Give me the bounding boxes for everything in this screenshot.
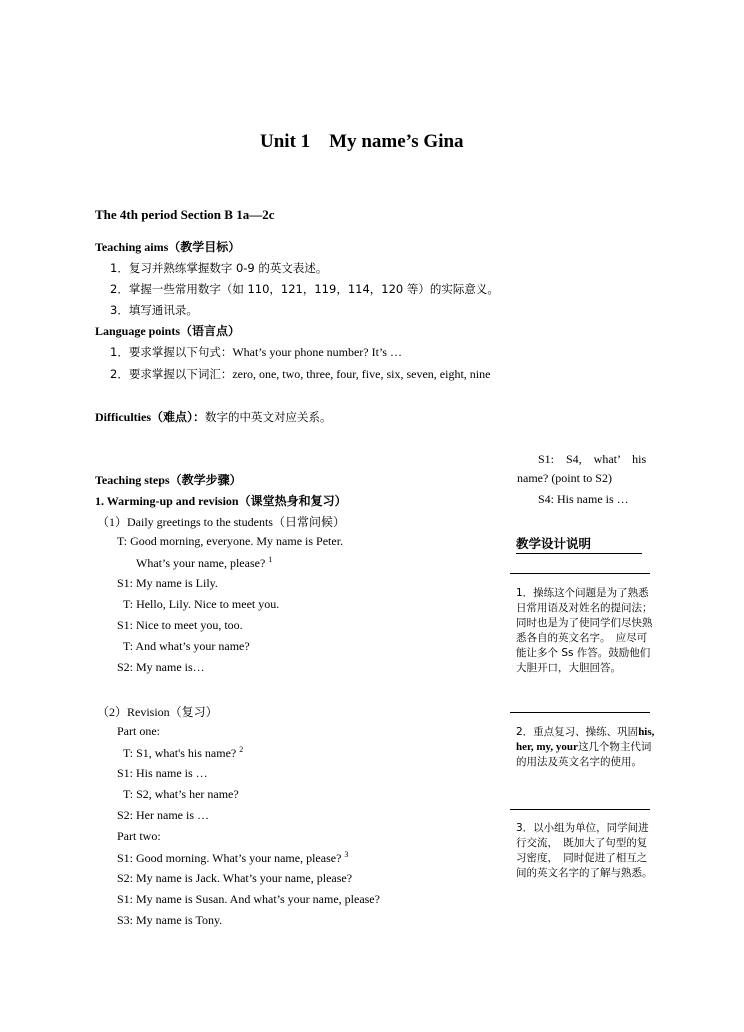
note-divider xyxy=(510,573,650,574)
note-divider xyxy=(510,809,650,810)
dialogue-line: S1: Good morning. What’s your name, please? $^3$ xyxy=(117,850,349,865)
page-title: Unit 1 My name’s Gina xyxy=(260,131,464,152)
note-divider xyxy=(510,712,650,713)
dialogue-line: S3: My name is Tony. xyxy=(117,913,223,927)
design-note: 3．以小组为单位，同学间进行交流， 既加大了句型的复习密度， 同时促进了相互之间的英文名字的了解与熟悉。 xyxy=(516,822,653,879)
footnote-marker: 1 xyxy=(268,555,273,564)
subsection-heading: （2）Revision（复习） xyxy=(97,705,218,719)
teaching-aim-item: 3．填写通讯录。 xyxy=(110,303,198,317)
difficulties-line: Difficulties（难点）：数字的中英文对应关系。 xyxy=(95,410,332,424)
footnote-marker: 2 xyxy=(239,745,244,754)
dialogue-line: T: Hello, Lily. Nice to meet you. xyxy=(123,597,280,611)
language-point-item: 2．要求掌握以下词汇：zero, one, two, three, four, five, six, seven, eight, nine xyxy=(110,367,491,381)
teaching-aims-heading: Teaching aims（教学目标） xyxy=(95,240,241,254)
part-label: Part one: xyxy=(117,724,160,738)
dialogue-line: T: S1, what's his name? $^2$ xyxy=(123,745,244,760)
dialogue-line: S1: Nice to meet you, too. xyxy=(117,618,243,632)
part-label: Part two: xyxy=(117,829,161,843)
side-dialogue-line: S4: His name is … xyxy=(538,492,629,506)
dialogue-line: T: S2, what’s her name? xyxy=(123,787,239,801)
dialogue-line: What’s your name, please? $^1$ xyxy=(136,555,273,570)
dialogue-line: S1: His name is … xyxy=(117,766,208,780)
teaching-steps-heading: Teaching steps（教学步骤） xyxy=(95,473,242,487)
side-dialogue-line: S1: S4, what’ his xyxy=(538,452,647,466)
period-heading: The 4th period Section B 1a—2c xyxy=(95,207,275,222)
dialogue-line: S1: My name is Lily. xyxy=(117,576,218,590)
language-point-item: 1．要求掌握以下句式：What’s your phone number? It’s … xyxy=(110,345,402,359)
language-points-heading: Language points（语言点） xyxy=(95,324,241,338)
design-note: 1．操练这个问题是为了熟悉日常用语及对姓名的提问法； 同时也是为了使同学们尽快熟悉各自的英文名字。 应尽可能让多个 Ss 作答。鼓励他们大胆开口，大胆回答。 xyxy=(516,587,658,674)
side-dialogue-line: name? (point to S2) xyxy=(517,471,612,485)
dialogue-line: T: And what’s your name? xyxy=(123,639,250,653)
design-notes-heading: 教学设计说明 xyxy=(516,534,642,554)
dialogue-line: S2: My name is… xyxy=(117,660,205,674)
dialogue-line: S1: My name is Susan. And what’s your name, please? xyxy=(117,892,380,906)
dialogue-line: S2: Her name is … xyxy=(117,808,209,822)
footnote-marker: 3 xyxy=(344,850,349,859)
section-heading: 1. Warming-up and revision（课堂热身和复习） xyxy=(95,494,347,508)
design-note: 2．重点复习、操练、巩固his, her, my, your这几个物主代词的用法及英文名字的使用。 xyxy=(516,726,655,768)
dialogue-line: S2: My name is Jack. What’s your name, please? xyxy=(117,871,353,885)
teaching-aim-item: 1．复习并熟练掌握数字 0-9 的英文表述。 xyxy=(110,261,328,275)
subsection-heading: （1）Daily greetings to the students（日常问候） xyxy=(97,515,345,529)
dialogue-line: T: Good morning, everyone. My name is Peter. xyxy=(117,534,344,548)
teaching-aim-item: 2．掌握一些常用数字（如 110，121，119，114，120 等）的实际意义。 xyxy=(110,282,499,296)
